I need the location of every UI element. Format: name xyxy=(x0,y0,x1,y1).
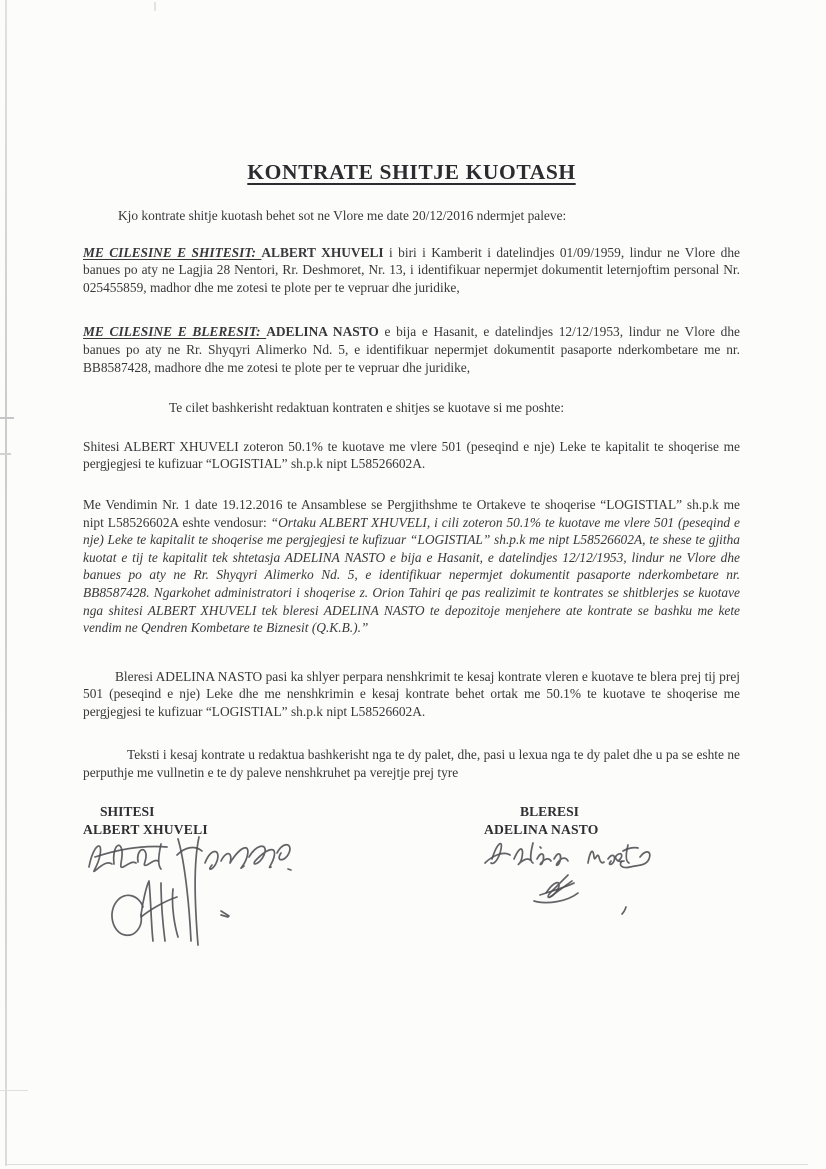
buyer-role-label: BLERESI xyxy=(520,803,579,819)
buyer-paragraph xyxy=(83,323,740,376)
buyer-label: ME CILESINE E BLERESIT: xyxy=(83,324,267,340)
seller-details: i biri i Kamberit i datelindjes 01/09/1959, lindur ne Vlore dhe banues po aty ne Lagjia 28 Nentori, Rr. Deshmoret, Nr. 13, i identifikuar nepermjet dokumentit leternjoftim personal Nr. 025455859, madhor dhe me zotesi te plote per te vepruar dhe juridike, xyxy=(83,244,740,295)
scan-tick xyxy=(0,1090,28,1091)
joint-statement: Te cilet bashkerisht redaktuan kontraten e shitjes se kuotave si me poshte: xyxy=(169,400,565,416)
decision-quote: “Ortaku ALBERT XHUVELI, i cili zoteron 50.1% te kuotave me vlere 501 (peseqind e nje) Leke te kapitalit te shoqerise me pergjegjesi te kufizuar “LOGISTIAL” sh.p.k me nipt L58526602A, te shese te gjitha kuotat e tij te kapitalit tek shtetasja ADELINA NASTO e bija e Hasanit, e datelindjes 12/12/1953, lindur ne Vlore dhe banues po aty ne Rr. Shyqyri Alimerko Nd. 5, e identifikuar nepermjet dokumentit pasaporte nderkombetare nr. BB8587428. Ngarkohet administratori i shoqerise z. Orion Tahiri qe pas realizimit te kontrates se shitblerjes se kuotave nga shitesi ALBERT XHUVELI tek bleresi ADELINA NASTO te depozitoje menjehere ate kontrate se bashku me kete vendim ne Qendren Kombetare te Biznesit (Q.K.B.).” xyxy=(83,514,740,636)
buyer-printed-name: ADELINA NASTO xyxy=(484,821,599,837)
buyer-handwritten-signature-icon xyxy=(480,831,690,923)
ownership-paragraph: Shitesi ALBERT XHUVELI zoteron 50.1% te kuotave me vlere 501 (peseqind e nje) Leke te kapitalit te shoqerise me pergjegjesi te kufizuar “LOGISTIAL” sh.p.k nipt L58526602A. xyxy=(83,438,740,472)
scan-tick xyxy=(0,417,14,419)
seller-name: ALBERT XHUVELI xyxy=(261,244,384,260)
closing-paragraph: Teksti i kesaj kontrate u redaktua bashkerisht nga te dy palet, dhe, pasi u lexua nga te dy palet dhe u pa se eshte ne perputhje me vullnetin e te dy paleve nenshkruhet pa verejtje prej tyre xyxy=(83,747,740,781)
decision-intro: Me Vendimin Nr. 1 date 19.12.2016 te Ansamblese se Pergjithshme te Ortakeve te shoqerise “LOGISTIAL” sh.p.k me nipt L58526602A eshte vendosur: xyxy=(83,496,740,530)
intro-paragraph: Kjo kontrate shitje kuotash behet sot ne Vlore me date 20/12/2016 ndermjet paleve: xyxy=(118,208,567,223)
buyer-signature-block xyxy=(484,803,599,838)
document-title: KONTRATE SHITJE KUOTASH xyxy=(247,160,576,184)
scan-tick xyxy=(0,453,11,455)
seller-handwritten-signature-icon xyxy=(81,829,306,951)
scan-edge-line xyxy=(5,0,7,1166)
seller-role-label: SHITESI xyxy=(100,803,155,819)
decision-paragraph xyxy=(83,496,740,637)
seller-label: ME CILESINE E SHITESIT: xyxy=(83,244,262,260)
buyer-name: ADELINA NASTO xyxy=(266,324,379,340)
buyer-details: e bija e Hasanit, e datelindjes 12/12/1953, lindur ne Vlore dhe banues po aty ne Rr. Shyqyri Alimerko Nd. 5, e identifikuar nepermjet dokumentit pasaporte nderkombetare me nr. BB8587428, madhore dhe me zotesi te plote per te vepruar dhe juridike, xyxy=(83,324,740,375)
seller-paragraph xyxy=(83,244,740,297)
seller-printed-name: ALBERT XHUVELI xyxy=(83,821,208,837)
seller-signature-block xyxy=(83,803,208,838)
payment-paragraph: Bleresi ADELINA NASTO pasi ka shlyer perpara nenshkrimit te kesaj kontrate vleren e kuotave te blera prej tij prej 501 (peseqind e nje) Leke dhe me nenshkrimin e kesaj kontrate behet ortak me 50.1% te kuotave te shoqerise me pergjegjesi te kufizuar “LOGISTIAL” sh.p.k nipt L58526602A. xyxy=(83,668,740,719)
document-body xyxy=(83,0,740,961)
signature-section xyxy=(83,803,740,961)
scan-bottom-line xyxy=(7,1164,808,1165)
